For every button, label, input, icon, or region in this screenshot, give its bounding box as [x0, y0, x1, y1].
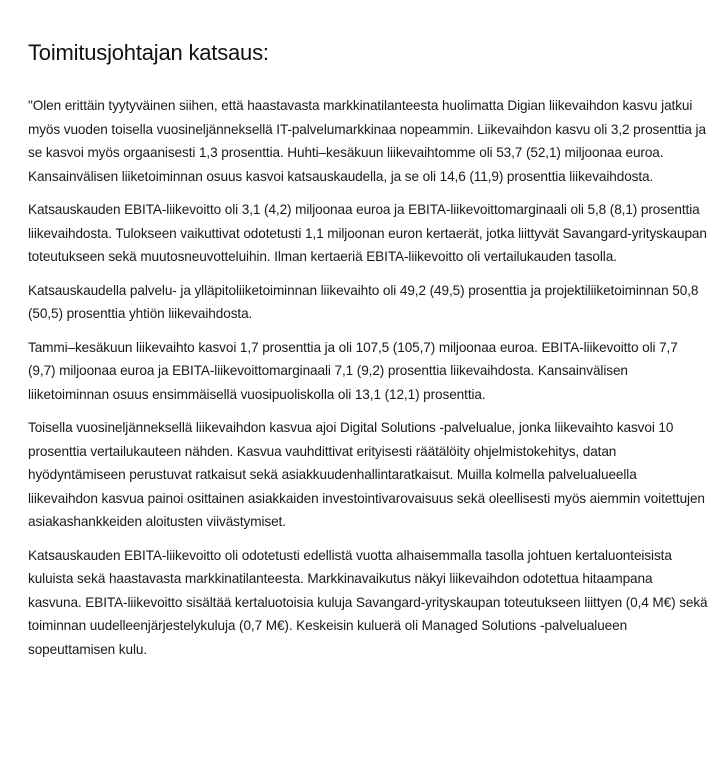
paragraph: Katsauskauden EBITA-liikevoitto oli 3,1 (4,2) miljoonaa euroa ja EBITA-liikevoittomarginaali oli 5,8 (8,1) prosenttia liikevaihdosta. Tulokseen vaikuttivat odotetusti 1,1 miljoonan euron kertaerät, jotka liittyvät Savangard-yrityskaupan toteutukseen sekä muutosneuvotteluihin. Ilman kertaeriä EBITA-liikevoitto oli vertailukauden tasolla. — [28, 202, 707, 264]
paragraph: Toisella vuosineljänneksellä liikevaihdon kasvua ajoi Digital Solutions -palvelualue, jonka liikevaihto kasvoi 10 prosenttia vertailukauteen nähden. Kasvua vauhdittivat erityisesti räätälöity ohjelmistokehitys, datan hyödyntämiseen perustuvat ratkaisut sekä asiakkuudenhallintaratkaisut. Muilla kolmella palvelualueella liikevaihdon kasvua painoi osittainen asiakkaiden investointivarovaisuus sekä oleellisesti myös aiemmin voitettujen asiakashankkeiden aloitusten viivästymiset. — [28, 420, 705, 529]
paragraph: "Olen erittäin tyytyväinen siihen, että haastavasta markkinatilanteesta huolimatta Digian liikevaihdon kasvu jatkui myös vuoden toisella vuosineljänneksellä IT-palvelumarkkinaa nopeammin. Liikevaihdon kasvu oli 3,2 prosenttia ja se kasvoi myös orgaanisesti 1,3 prosenttia. Huhti–kesäkuun liikevaihtomme oli 53,7 (52,1) miljoonaa euroa. Kansainvälisen liiketoiminnan osuus kasvoi katsauskaudella, ja se oli 14,6 (11,9) prosenttia liikevaihdosta. — [28, 98, 706, 184]
paragraph: Katsauskaudella palvelu- ja ylläpitoliiketoiminnan liikevaihto oli 49,2 (49,5) prosenttia ja projektiliiketoiminnan 50,8 (50,5) prosenttia yhtiön liikevaihdosta. — [28, 282, 699, 321]
paragraph: Tammi–kesäkuun liikevaihto kasvoi 1,7 prosenttia ja oli 107,5 (105,7) miljoonaa euroa. EBITA-liikevoitto oli 7,7 (9,7) miljoonaa euroa ja EBITA-liikevoittomarginaali 7,1 (9,2) prosenttia liikevaihdosta. Kansainvälisen liiketoiminnan osuus ensimmäisellä vuosipuoliskolla oli 13,1 (12,1) prosenttia. — [28, 339, 678, 402]
paragraph: Katsauskauden EBITA-liikevoitto oli odotetusti edellistä vuotta alhaisemmalla tasolla johtuen kertaluonteisista kuluista sekä haastavasta markkinatilanteesta. Markkinavaikutus näkyi liikevaihdon odotettua hitaampana kasvuna. EBITA-liikevoitto sisältää kertaluotoisia kuluja Savangard-yrityskaupan toteutukseen liittyen (0,4 M€) sekä toiminnan uudelleenjärjestelykuluja (0,7 M€). Keskeisin kuluerä oli Managed Solutions -palvelualueen sopeuttamisen kulu. — [28, 547, 708, 657]
page-title: Toimitusjohtajan katsaus: — [28, 40, 269, 65]
